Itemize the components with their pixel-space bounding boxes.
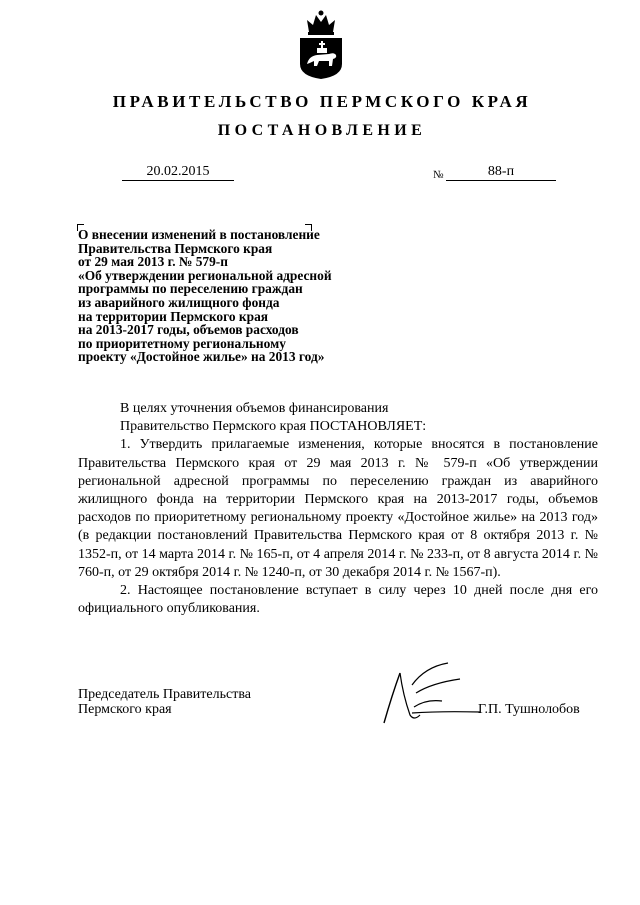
intro-line: В целях уточнения объемов финансирования — [120, 401, 389, 416]
document-number: 88-п — [446, 164, 556, 181]
signer-position — [78, 688, 251, 717]
subject-line: от 29 мая 2013 г. № 579-п — [78, 254, 228, 270]
subject-line: программы по переселению граждан — [78, 281, 303, 297]
signer-position-line: Пермского края — [78, 701, 172, 717]
government-title: ПРАВИТЕЛЬСТВО ПЕРМСКОГО КРАЯ — [112, 92, 532, 111]
subject-line: из аварийного жилищного фонда — [78, 294, 280, 310]
intro-line: Правительство Пермского края ПОСТАНОВЛЯЕТ: — [120, 419, 427, 435]
subject-line: проекту «Достойное жилье» на 2013 год» — [78, 349, 325, 365]
subject-line: «Об утверждении региональной адресной — [78, 267, 332, 283]
perm-krai-coat-of-arms-icon — [297, 8, 345, 80]
document-date: 20.02.2015 — [122, 164, 234, 181]
signer-name: Г.П. Тушнолобов — [478, 702, 580, 717]
document-body — [78, 400, 598, 618]
document-type-title: ПОСТАНОВЛЕНИЕ — [217, 122, 427, 139]
subject-line: по приоритетному региональному — [78, 335, 286, 351]
subject-line: на территории Пермского края — [78, 308, 269, 324]
number-sign: № — [433, 169, 444, 181]
handwritten-signature — [370, 655, 500, 730]
subject-line: О внесении изменений в постановление — [78, 227, 320, 242]
subject-line: Правительства Пермского края — [78, 240, 273, 256]
body-item-2: 2. Настоящее постановление вступает в силу через 10 дней после дня его официального опубликования. — [78, 583, 598, 617]
body-item-1: 1. Утвердить прилагаемые изменения, которые вносятся в постановление Правительства Пермского края от 29 мая 2013 г. № 579-п «Об утверждении региональной адресной программы по переселению граждан из аварийного жилищного фонда на территории Пермского края на 2013-2017 годы, объемов расходов по приоритетному региональному проекту «Достойное жилье» на 2013 год» (в редакции постановлений Правительства Пермского края от 8 октября 2013 г. № 1352-п, от 14 марта 2014 г. № 165-п, от 4 апреля 2014 г. № 233-п, от 8 августа 2014 г. № 760-п, от 29 октября 2014 г. № 1240-п, от 30 декабря 2014 г. № 1567-п). — [78, 437, 598, 580]
subject-line: на 2013-2017 годы, объемов расходов — [78, 322, 299, 338]
document-subject — [78, 228, 378, 364]
signer-position-line: Председатель Правительства — [78, 687, 251, 702]
